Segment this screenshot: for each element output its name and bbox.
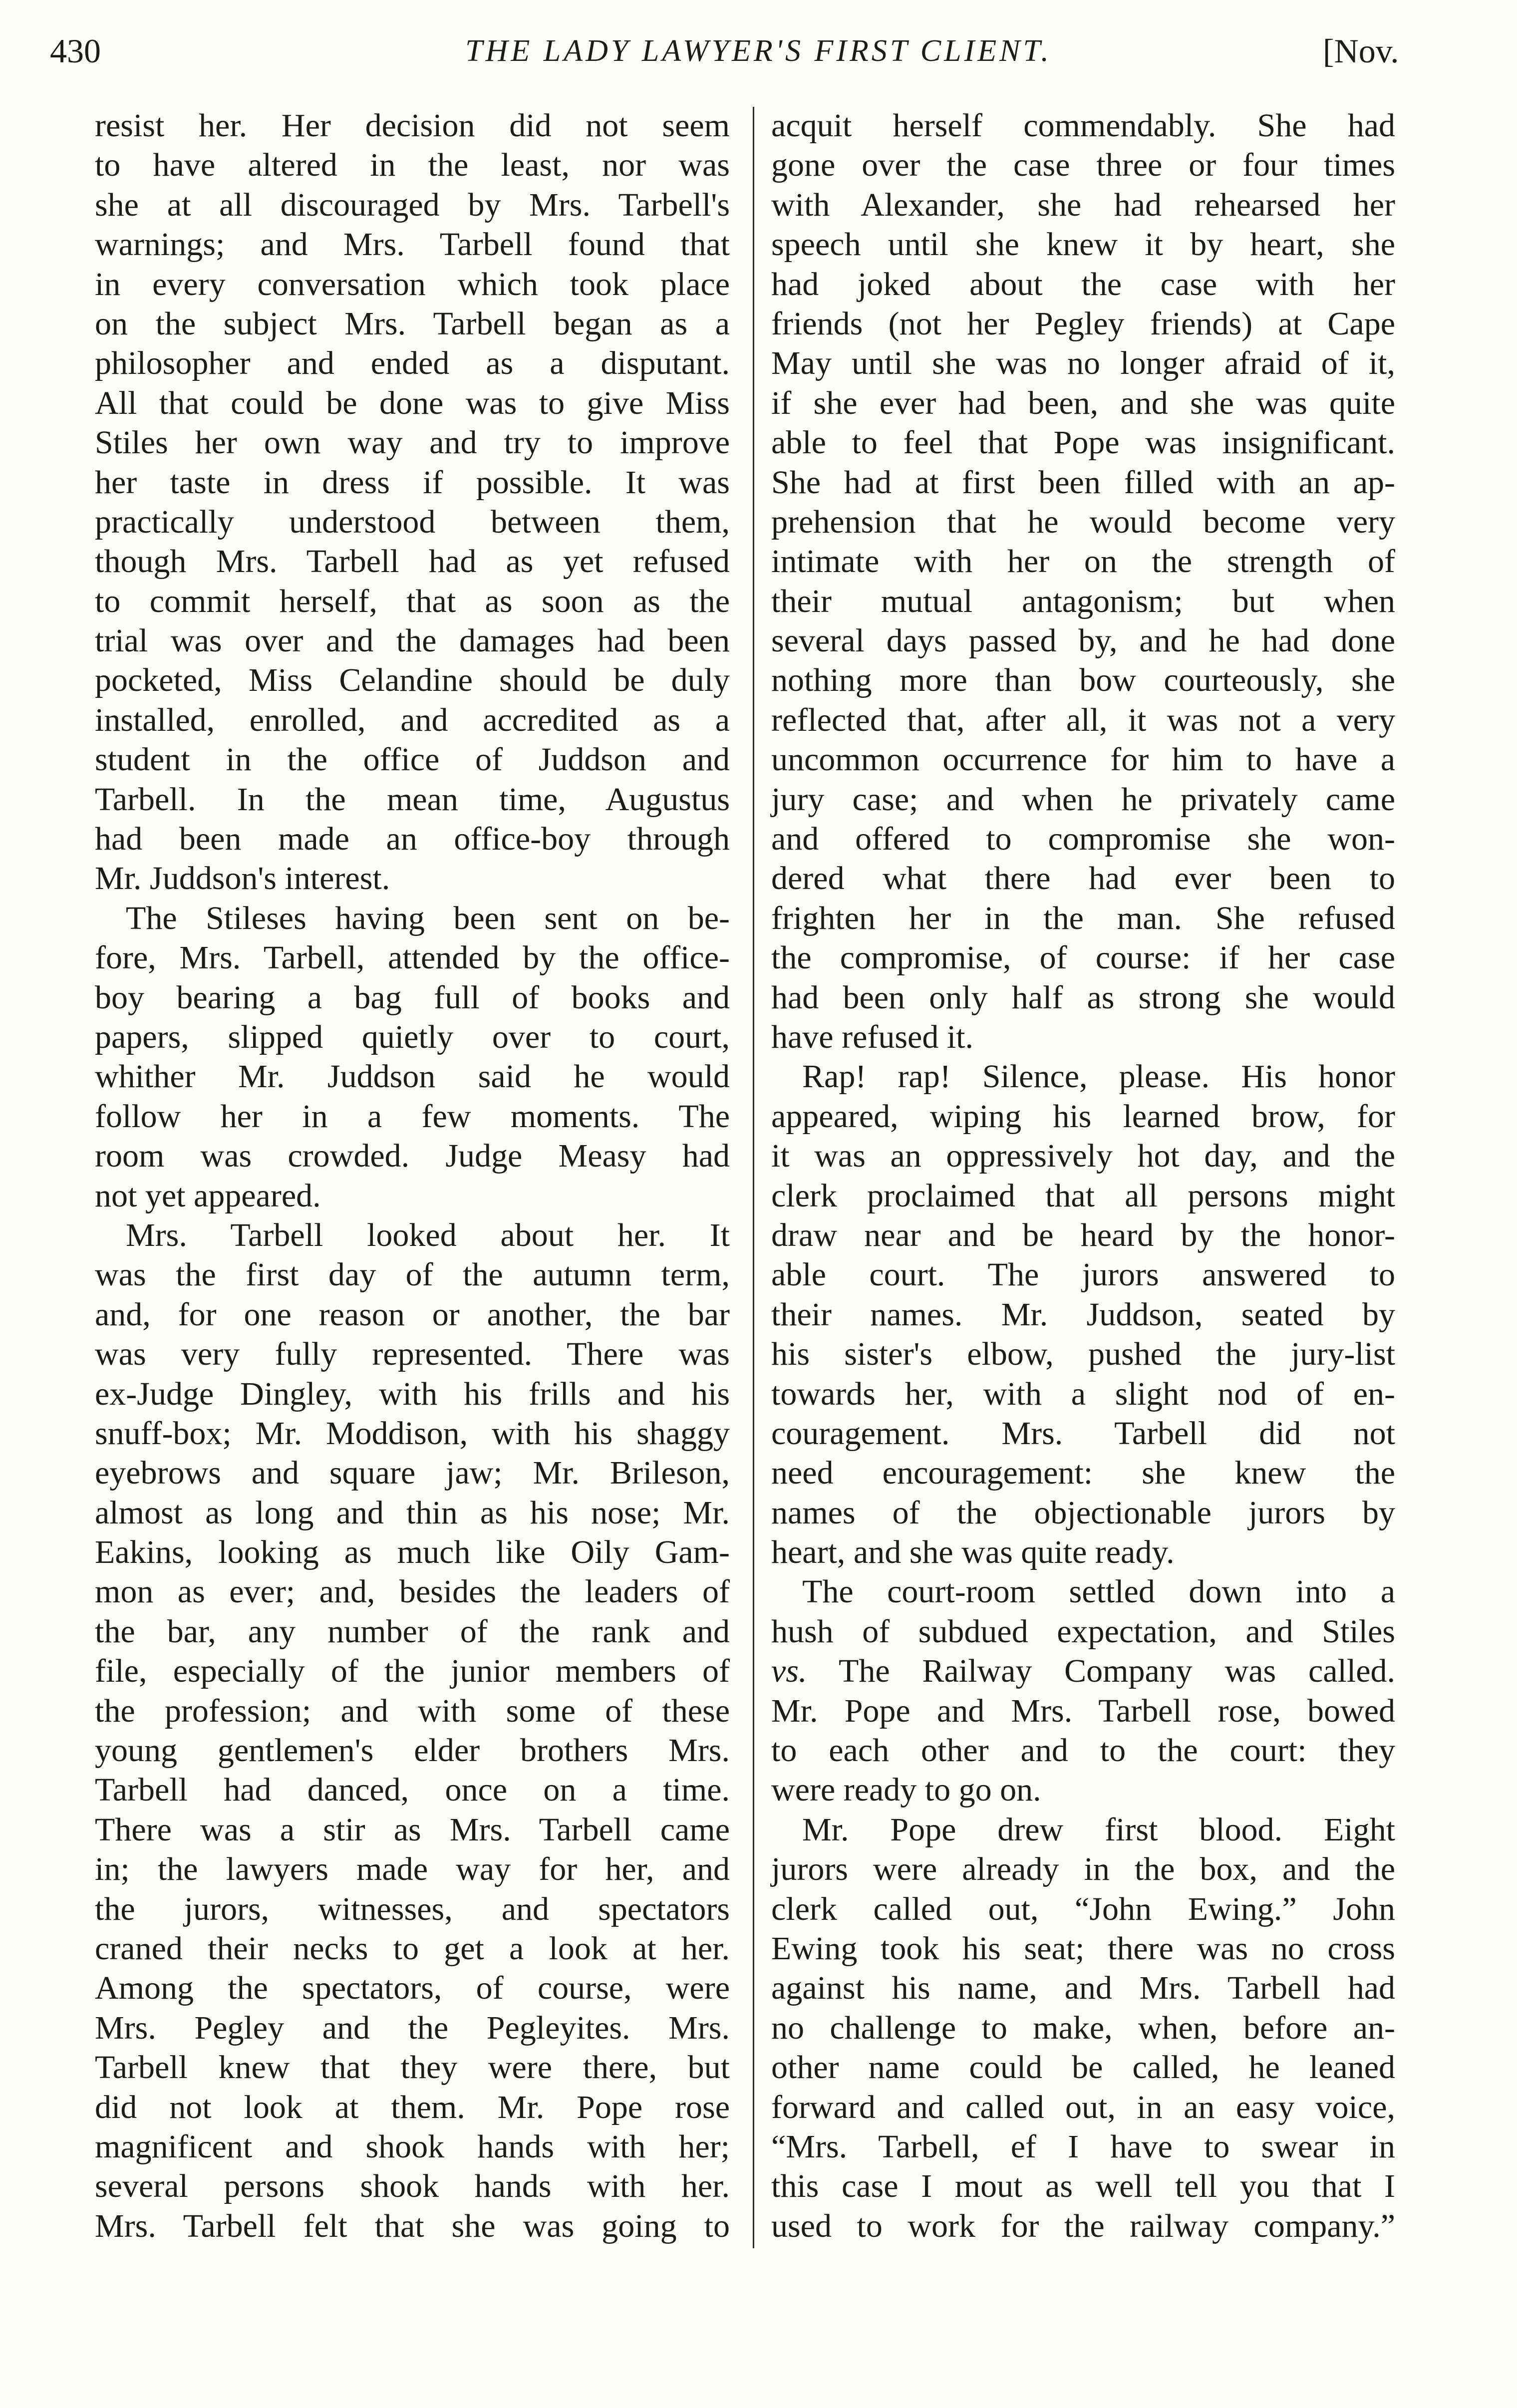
text-line: appeared, wiping his learned brow, for [771, 1098, 1395, 1135]
text-line: she at all discouraged by Mrs. Tarbell's [95, 186, 730, 223]
text-line: Among the spectators, of course, were [95, 1970, 730, 2007]
text-line: to each other and to the court: they [771, 1732, 1395, 1769]
text-line: speech until she knew it by heart, she [771, 226, 1395, 263]
text-line: the jurors, witnesses, and spectators [95, 1890, 730, 1927]
text-line: have refused it. [771, 1018, 973, 1055]
text-line: mon as ever; and, besides the leaders of [95, 1573, 730, 1610]
text-line: acquit herself commendably. She had [771, 107, 1395, 144]
text-line: magnificent and shook hands with her; [95, 2128, 730, 2165]
text-line: forward and called out, in an easy voice, [771, 2089, 1395, 2125]
text-line: clerk proclaimed that all persons might [771, 1177, 1395, 1214]
text-line: and, for one reason or another, the bar [95, 1296, 730, 1333]
text-line: the compromise, of course: if her case [771, 939, 1395, 976]
text-line: though Mrs. Tarbell had as yet refused [95, 543, 730, 580]
page-number: 430 [50, 32, 101, 70]
text-line: need encouragement: she knew the [771, 1455, 1395, 1492]
text-line: uncommon occurrence for him to have a [771, 741, 1395, 778]
text-line: heart, and she was quite ready. [771, 1534, 1175, 1571]
text-line: this case I mout as well tell you that I [771, 2168, 1395, 2205]
text-line: follow her in a few moments. The [95, 1098, 730, 1135]
text-line: installed, enrolled, and accredited as a [95, 701, 730, 738]
right-column [771, 106, 1395, 2246]
text-line: She had at first been filled with an ap- [771, 464, 1395, 501]
text-line: and offered to compromise she won- [771, 821, 1395, 858]
text-line: prehension that he would become very [771, 503, 1395, 540]
text-line: Mr. Pope and Mrs. Tarbell rose, bowed [771, 1692, 1395, 1729]
text-line: trial was over and the damages had been [95, 622, 730, 659]
text-line: Mrs. Pegley and the Pegleyites. Mrs. [95, 2009, 730, 2046]
text-line: able to feel that Pope was insignificant. [771, 424, 1395, 461]
text-line: their names. Mr. Juddson, seated by [771, 1296, 1395, 1333]
text-line: pocketed, Miss Celandine should be duly [95, 662, 730, 699]
text-line: intimate with her on the strength of [771, 543, 1395, 580]
text-line: practically understood between them, [95, 503, 730, 540]
text-line: was the first day of the autumn term, [95, 1256, 730, 1293]
text-line: dered what there had ever been to [771, 860, 1395, 897]
text-line: fore, Mrs. Tarbell, attended by the office- [95, 939, 730, 976]
left-column [95, 106, 730, 2246]
text-line: on the subject Mrs. Tarbell began as a [95, 305, 730, 342]
running-title: THE LADY LAWYER'S FIRST CLIENT. [465, 34, 1052, 68]
text-line: friends (not her Pegley friends) at Cape [771, 305, 1395, 342]
text-line: Mrs. Tarbell looked about her. It [126, 1216, 730, 1253]
text-line: May until she was no longer afraid of it, [771, 345, 1395, 382]
text-line: warnings; and Mrs. Tarbell found that [95, 226, 730, 263]
text-line: did not look at them. Mr. Pope rose [95, 2089, 730, 2125]
text-line: jurors were already in the box, and the [771, 1851, 1395, 1888]
text-line: philosopher and ended as a disputant. [95, 345, 730, 382]
text-line: ex-Judge Dingley, with his frills and his [95, 1375, 730, 1412]
text-line: able court. The jurors answered to [771, 1256, 1395, 1293]
text-line: “Mrs. Tarbell, ef I have to swear in [771, 2128, 1395, 2165]
text-line: papers, slipped quietly over to court, [95, 1018, 730, 1055]
text-line: in every conversation which took place [95, 266, 730, 302]
text-line: craned their necks to get a look at her. [95, 1930, 730, 1967]
text-line: had been only half as strong she would [771, 979, 1395, 1016]
text-line: draw near and be heard by the honor- [771, 1216, 1395, 1253]
text-line: nothing more than bow courteously, she [771, 662, 1395, 699]
text-line: almost as long and thin as his nose; Mr. [95, 1494, 730, 1531]
text-line: Tarbell. In the mean time, Augustus [95, 781, 730, 818]
text-line: resist her. Her decision did not seem [95, 107, 730, 144]
text-line: reflected that, after all, it was not a very [771, 701, 1395, 738]
text-line: with Alexander, she had rehearsed her [771, 186, 1395, 223]
text-line: names of the objectionable jurors by [771, 1494, 1395, 1531]
text-line: their mutual antagonism; but when [771, 583, 1395, 619]
text-line: snuff-box; Mr. Moddison, with his shaggy [95, 1415, 730, 1452]
italic-text: vs. [771, 1653, 807, 1690]
text-line: his sister's elbow, pushed the jury-list [771, 1336, 1395, 1373]
text-line: it was an oppressively hot day, and the [771, 1138, 1395, 1175]
text-line: There was a stir as Mrs. Tarbell came [95, 1811, 730, 1848]
text-line: Rap! rap! Silence, please. His honor [802, 1058, 1395, 1095]
text-line: student in the office of Juddson and [95, 741, 730, 778]
text-line: Tarbell knew that they were there, but [95, 2049, 730, 2086]
text-line: to commit herself, that as soon as the [95, 583, 730, 619]
text-line: The Stileses having been sent on be- [126, 900, 730, 936]
text-line: Mr. Pope drew first blood. Eight [802, 1811, 1395, 1848]
text-line: were ready to go on. [771, 1772, 1041, 1808]
text-line: boy bearing a bag full of books and [95, 979, 730, 1016]
text-line: against his name, and Mrs. Tarbell had [771, 1970, 1395, 2007]
text-line: used to work for the railway company.” [771, 2207, 1395, 2244]
text-line: frighten her in the man. She refused [771, 900, 1395, 936]
text-line: gone over the case three or four times [771, 147, 1395, 184]
text-line: Stiles her own way and try to improve [95, 424, 730, 461]
text-line: not yet appeared. [95, 1177, 321, 1214]
text-line: the profession; and with some of these [95, 1692, 730, 1729]
text-line: Mrs. Tarbell felt that she was going to [95, 2207, 730, 2244]
text-line: if she ever had been, and she was quite [771, 384, 1395, 421]
text-span: The Railway Company was called. [807, 1653, 1395, 1690]
text-line: room was crowded. Judge Measy had [95, 1138, 730, 1175]
text-line: All that could be done was to give Miss [95, 384, 730, 421]
text-line: eyebrows and square jaw; Mr. Brileson, [95, 1455, 730, 1492]
text-line: The court-room settled down into a [802, 1573, 1395, 1610]
column-divider [753, 107, 754, 2248]
text-line: no challenge to make, when, before an- [771, 2009, 1395, 2046]
text-line: Mr. Juddson's interest. [95, 860, 390, 897]
text-line: whither Mr. Juddson said he would [95, 1058, 730, 1095]
text-line: had been made an office-boy through [95, 821, 730, 858]
text-line: couragement. Mrs. Tarbell did not [771, 1415, 1395, 1452]
text-line: Ewing took his seat; there was no cross [771, 1930, 1395, 1967]
text-line: in; the lawyers made way for her, and [95, 1851, 730, 1888]
text-line: several days passed by, and he had done [771, 622, 1395, 659]
text-line [771, 1651, 1395, 1691]
text-line: young gentlemen's elder brothers Mrs. [95, 1732, 730, 1769]
text-line: Eakins, looking as much like Oily Gam- [95, 1534, 730, 1571]
text-line: several persons shook hands with her. [95, 2168, 730, 2205]
text-line: file, especially of the junior members of [95, 1653, 730, 1690]
text-line: Tarbell had danced, once on a time. [95, 1772, 730, 1808]
text-line: was very fully represented. There was [95, 1336, 730, 1373]
text-line: her taste in dress if possible. It was [95, 464, 730, 501]
text-line: to have altered in the least, nor was [95, 147, 730, 184]
text-line: jury case; and when he privately came [771, 781, 1395, 818]
text-line: towards her, with a slight nod of en- [771, 1375, 1395, 1412]
text-line: other name could be called, he leaned [771, 2049, 1395, 2086]
text-line: hush of subdued expectation, and Stiles [771, 1613, 1395, 1650]
issue-month: [Nov. [1323, 32, 1399, 70]
text-line: clerk called out, “John Ewing.” John [771, 1890, 1395, 1927]
text-line: the bar, any number of the rank and [95, 1613, 730, 1650]
text-line: had joked about the case with her [771, 266, 1395, 302]
